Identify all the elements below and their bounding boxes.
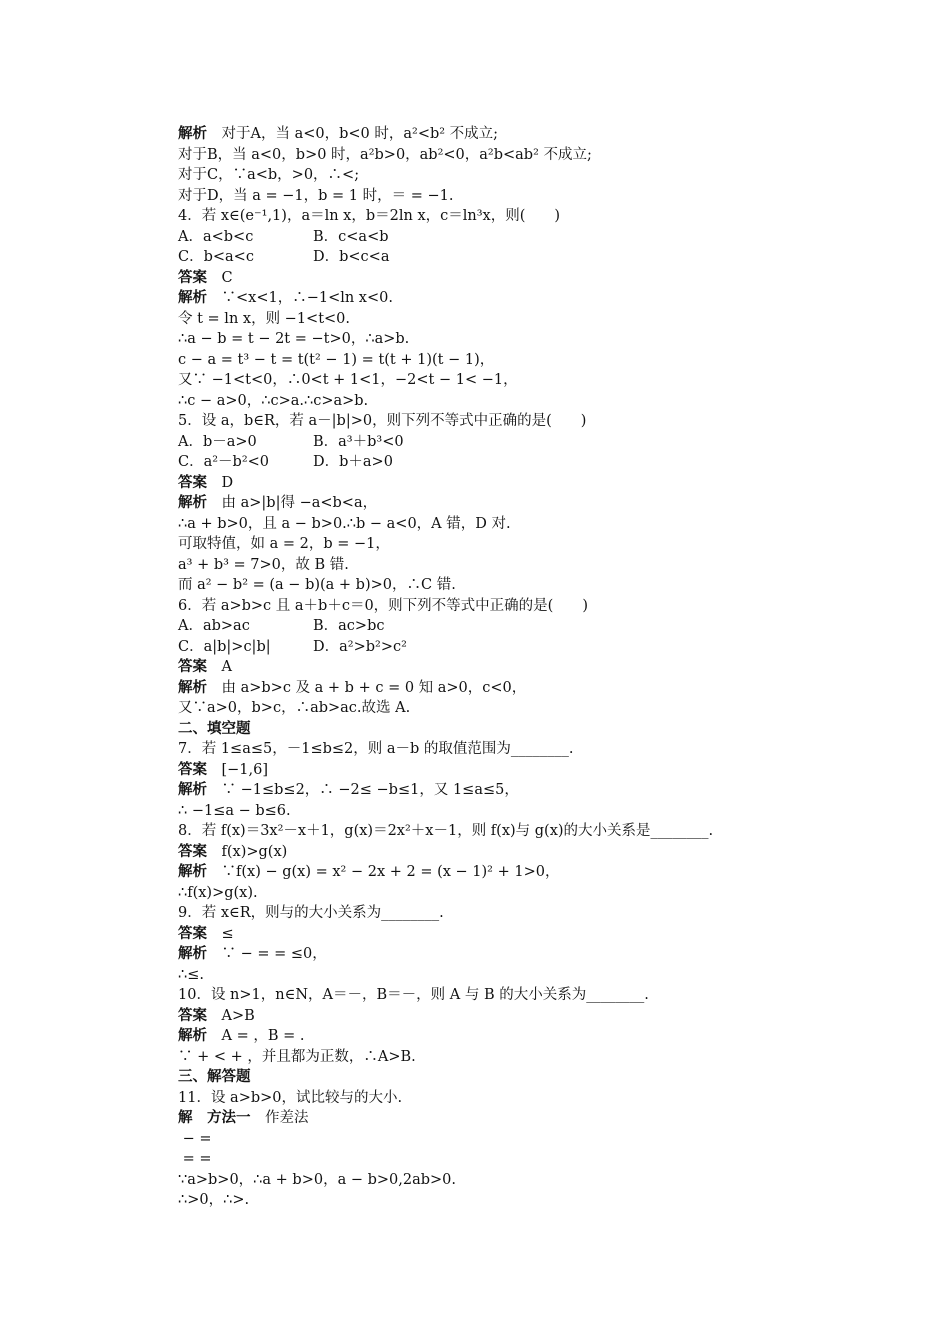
text-line: ∴>0，∴>. (178, 1192, 250, 1208)
labeled-line (178, 288, 778, 309)
line-label: 答案 (178, 761, 207, 778)
line-label: 答案 (178, 474, 207, 491)
section-heading: 二、填空题 (178, 720, 251, 737)
line-label: 答案 (178, 269, 207, 286)
labeled-line (178, 760, 778, 781)
text-line: 又∵ −1<t<0，∴0<t + 1<1，−2<t − 1< −1， (178, 372, 518, 388)
labeled-line (178, 1108, 778, 1129)
option-right: D．a²>b²>c² (313, 638, 407, 655)
option-left: C．a|b|>c|b| (178, 638, 271, 655)
line-label: 解析 (178, 495, 207, 511)
text-line: c − a = t³ − t = t(t² − 1) = t(t + 1)(t − 1)， (178, 351, 495, 368)
text-line: 可取特值，如 a = 2，b = −1， (178, 536, 390, 552)
line-text: ≤ (207, 925, 234, 942)
text-line: 对于B，当 a<0，b>0 时，a²b>0，ab²<0，a²b<ab² 不成立; (178, 146, 592, 163)
text-line: ∴f(x)>g(x). (178, 884, 258, 901)
labeled-line (178, 473, 778, 494)
line-label: 解析 (178, 126, 207, 142)
line-label: 答案 (178, 843, 207, 860)
labeled-line (178, 924, 778, 945)
text-line: = = (178, 1151, 212, 1167)
labeled-line (178, 1006, 778, 1027)
line-label: 答案 (178, 1007, 207, 1024)
option-right: B．a³＋b³<0 (313, 433, 404, 450)
labeled-line (178, 1026, 778, 1047)
labeled-line (178, 842, 778, 863)
labeled-line (178, 268, 778, 289)
line-text: A (207, 659, 232, 675)
line-label: 解析 (178, 946, 207, 962)
option-row (178, 432, 778, 453)
option-row (178, 247, 778, 268)
option-row (178, 616, 778, 637)
line-text: ∵f(x) − g(x) = x² − 2x + 2 = (x − 1)² + 1>0， (207, 864, 560, 880)
labeled-line (178, 944, 778, 965)
option-left: A．a<b<c (178, 228, 254, 245)
option-left: C．a²－b²<0 (178, 454, 270, 470)
option-left: A．b－a>0 (178, 433, 257, 450)
text-line: ∴a − b = t − 2t = −t>0，∴a>b. (178, 331, 410, 347)
option-row (178, 227, 778, 248)
line-text: 由 a>b>c 及 a + b + c = 0 知 a>0，c<0， (207, 679, 527, 696)
text-line: 8．若 f(x)＝3x²－x＋1，g(x)＝2x²＋x－1，则 f(x)与 g(x)的大小关系是________. (178, 823, 714, 839)
line-text: 对于A，当 a<0，b<0 时，a²<b² 不成立; (207, 126, 499, 142)
text-line: 6．若 a>b>c 且 a＋b＋c＝0，则下列不等式中正确的是( ) (178, 597, 588, 614)
text-line: ∵ + < + ，并且都为正数，∴A>B. (178, 1048, 416, 1065)
document-page (178, 124, 778, 1211)
text-line: ∴ −1≤a − b≤6. (178, 802, 291, 819)
option-right: B．c<a<b (313, 228, 389, 245)
text-line: 对于D，当 a = −1，b = 1 时，＝ = −1. (178, 187, 454, 204)
labeled-line (178, 678, 778, 699)
text-line: 7．若 1≤a≤5，－1≤b≤2，则 a－b 的取值范围为________. (178, 741, 574, 757)
option-row (178, 452, 778, 473)
text-line: ∴c − a>0，∴c>a.∴c>a>b. (178, 392, 369, 409)
labeled-line (178, 493, 778, 514)
labeled-line (178, 657, 778, 678)
line-text: f(x)>g(x) (207, 843, 288, 860)
line-text: A = ，B = . (207, 1028, 305, 1044)
text-line: 4．若 x∈(e⁻¹,1)，a＝ln x，b＝2ln x，c＝ln³x，则( ) (178, 208, 561, 224)
option-right: D．b<c<a (313, 249, 390, 265)
text-line: 对于C，∵a<b，>0，∴<; (178, 167, 360, 183)
line-text: 作差法 (250, 1110, 309, 1126)
labeled-line (178, 862, 778, 883)
option-right: D．b＋a>0 (313, 454, 393, 470)
line-text: C (207, 269, 233, 286)
line-text: D (207, 474, 234, 491)
line-label: 解析 (178, 290, 207, 306)
text-line: − = (178, 1130, 212, 1147)
labeled-line (178, 780, 778, 801)
text-line: 11．设 a>b>0，试比较与的大小. (178, 1089, 403, 1106)
text-line: ∵a>b>0，∴a + b>0，a − b>0,2ab>0. (178, 1171, 456, 1188)
text-line: 而 a² − b² = (a − b)(a + b)>0，∴C 错. (178, 577, 456, 593)
option-left: C．b<a<c (178, 249, 254, 265)
line-text: 由 a>|b|得 −a<b<a， (207, 495, 378, 511)
section-heading: 三、解答题 (178, 1069, 251, 1085)
line-text: ∵ −1≤b≤2，∴ −2≤ −b≤1，又 1≤a≤5， (207, 782, 519, 798)
line-label: 解析 (178, 679, 207, 696)
line-label: 解析 (178, 864, 207, 880)
option-row (178, 637, 778, 658)
text-line: 又∵a>0，b>c，∴ab>ac.故选 A. (178, 700, 411, 716)
line-text: [−1,6] (207, 761, 269, 778)
text-line: ∴a + b>0，且 a − b>0.∴b − a<0，A 错，D 对. (178, 515, 511, 532)
text-line: 10．设 n>1，n∈N，A＝－，B＝－，则 A 与 B 的大小关系为________. (178, 987, 649, 1003)
line-label: 答案 (178, 925, 207, 942)
line-label: 解析 (178, 782, 207, 798)
text-line: 令 t = ln x，则 −1<t<0. (178, 310, 351, 327)
line-text: ∵<x<1，∴−1<ln x<0. (207, 290, 393, 306)
text-line: ∴≤. (178, 966, 204, 983)
text-line: 9．若 x∈R，则与的大小关系为________. (178, 905, 444, 921)
option-left: A．ab>ac (178, 618, 250, 634)
option-right: B．ac>bc (313, 618, 385, 634)
labeled-line (178, 124, 778, 145)
line-label: 答案 (178, 659, 207, 675)
line-label: 解 方法一 (178, 1110, 251, 1126)
text-line: 5．设 a，b∈R，若 a－|b|>0，则下列不等式中正确的是( ) (178, 413, 587, 429)
line-label: 解析 (178, 1028, 207, 1044)
text-line: a³ + b³ = 7>0，故 B 错. (178, 556, 349, 573)
line-text: A>B (207, 1007, 255, 1024)
line-text: ∵ − = = ≤0， (207, 946, 327, 962)
